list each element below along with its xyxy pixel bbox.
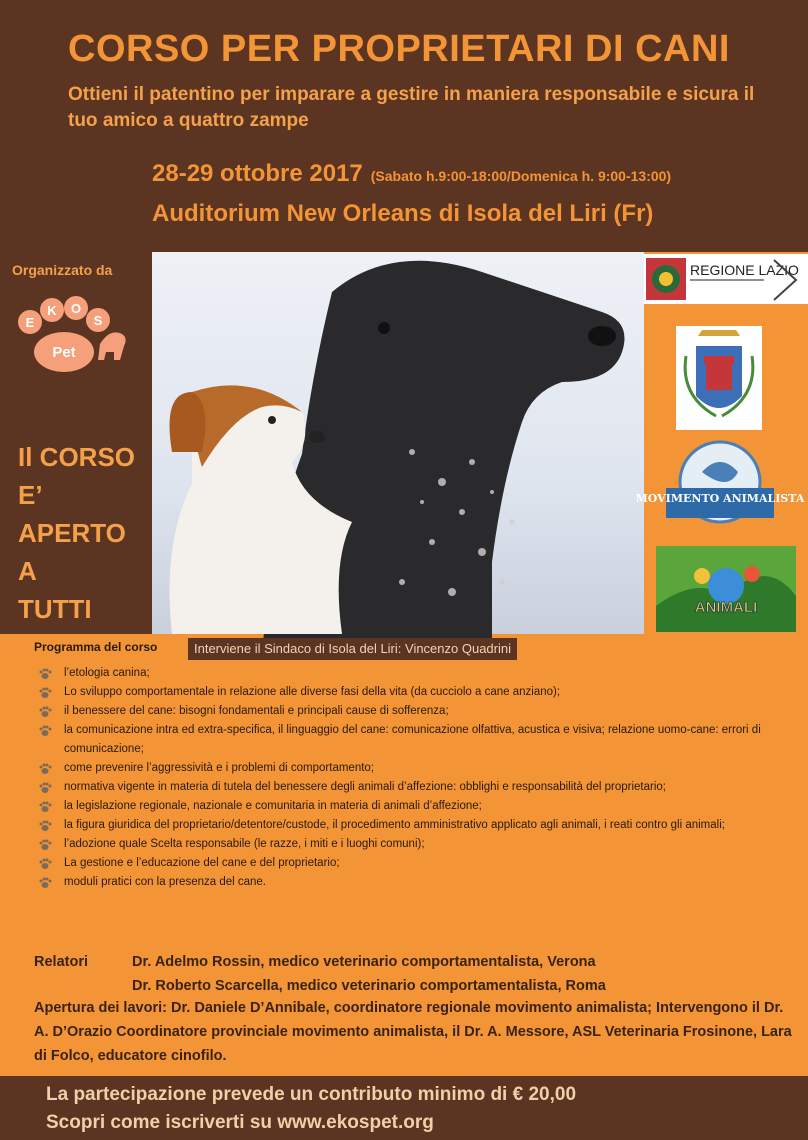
- topic-text: la legislazione regionale, nazionale e comunitaria in materia di animali d’affezione;: [64, 800, 482, 812]
- open-to-all-text: [18, 438, 135, 628]
- regione-lazio-logo: [644, 254, 808, 304]
- paw-icon: [38, 838, 52, 852]
- list-item: [38, 873, 778, 892]
- topic-text: l’etologia canina;: [64, 667, 150, 679]
- paw-icon: [38, 781, 52, 795]
- paw-icon: [38, 686, 52, 700]
- list-item: [38, 797, 778, 816]
- list-item: [38, 702, 778, 721]
- speakers-list: [132, 950, 606, 998]
- movimento-animalista-text: MOVIMENTO ANIMALISTA: [635, 492, 805, 505]
- svg-text:S: S: [93, 313, 103, 328]
- paw-icon: [38, 705, 52, 719]
- paw-icon: [38, 876, 52, 890]
- aperto-line: APERTO: [18, 518, 126, 548]
- page-title: CORSO PER PROPRIETARI DI CANI: [68, 28, 730, 70]
- event-hours: (Sabato h.9:00-18:00/Domenica h. 9:00-13:00): [370, 168, 672, 184]
- svg-text:E: E: [25, 315, 35, 330]
- speakers-section: [34, 950, 606, 998]
- list-item: [38, 778, 778, 797]
- speaker-item: Dr. Adelmo Rossin, medico veterinario comportamentalista, Verona: [132, 954, 596, 970]
- program-topics: [38, 664, 778, 892]
- paw-icon: [38, 724, 52, 738]
- left-sidebar: [0, 252, 152, 634]
- signup-text[interactable]: Scopri come iscriverti su www.ekospet.org: [46, 1112, 434, 1133]
- animali-logo: [656, 546, 796, 632]
- list-item: [38, 854, 778, 873]
- topic-text: normativa vigente in materia di tutela del benessere degli animali d’affezione: obblighi e responsabilità del proprietario;: [64, 781, 666, 793]
- list-item: [38, 721, 778, 759]
- svg-text:K: K: [47, 303, 57, 318]
- list-item: [38, 759, 778, 778]
- speaker-item: Dr. Roberto Scarcella, medico veterinario comportamentalista, Roma: [132, 978, 606, 994]
- svg-text:O: O: [70, 301, 82, 316]
- fee-text: La partecipazione prevede un contributo minimo di € 20,00: [46, 1084, 577, 1105]
- paw-icon: [38, 819, 52, 833]
- topic-text: La gestione e l’educazione del cane e del proprietario;: [64, 857, 340, 869]
- movimento-animalista-logo: [635, 442, 805, 532]
- mayor-banner: Interviene il Sindaco di Isola del Liri: Vincenzo Quadrini: [188, 638, 517, 660]
- sponsors-column: [635, 252, 808, 634]
- paw-icon: [38, 667, 52, 681]
- paw-icon: [38, 762, 52, 776]
- topic-text: il benessere del cane: bisogni fondamentali e principali cause di sofferenza;: [64, 705, 449, 717]
- aperto-line: E’: [18, 480, 43, 510]
- event-venue: Auditorium New Orleans di Isola del Liri (Fr): [152, 200, 654, 227]
- header-banner: [0, 0, 808, 252]
- regione-lazio-text: REGIONE LAZIO: [690, 262, 799, 278]
- dogs-illustration: [152, 252, 644, 634]
- event-date-text: 28-29 ottobre 2017: [152, 160, 363, 187]
- list-item: [38, 835, 778, 854]
- ekos-pet-logo: [8, 286, 136, 376]
- list-item: [38, 816, 778, 835]
- animali-text: ANIMALI: [694, 599, 758, 616]
- paw-icon: [38, 800, 52, 814]
- comune-crest-logo: [676, 326, 762, 430]
- svg-text:Pet: Pet: [52, 344, 76, 361]
- page-subtitle: Ottieni il patentino per imparare a gestire in maniera responsabile e sicura il tuo amico a quattro zampe: [68, 84, 755, 131]
- topic-text: l’adozione quale Scelta responsabile (le razze, i miti e i luoghi comuni);: [64, 838, 425, 850]
- aperto-line: Il CORSO: [18, 442, 136, 472]
- event-date: [152, 160, 671, 188]
- topic-text: moduli pratici con la presenza del cane.: [64, 876, 267, 888]
- topic-text: la comunicazione intra ed extra-specifica, il linguaggio del cane: comunicazione olfattiva, acustica e visiva; relazione uomo-cane: errori di comunicazione;: [64, 724, 761, 755]
- aperto-line: TUTTI: [18, 594, 92, 624]
- topic-text: la figura giuridica del proprietario/detentore/custode, il procedimento amministrativo applicato agli animali, i reati contro gli animali;: [64, 819, 725, 831]
- footer-banner: [0, 1076, 808, 1140]
- aperto-line: A: [18, 556, 37, 586]
- organizer-label: Organizzato da: [12, 262, 113, 278]
- paw-icon: [38, 857, 52, 871]
- list-item: [38, 683, 778, 702]
- topic-text: Lo sviluppo comportamentale in relazione alle diverse fasi della vita (da cucciolo a cane anziano);: [64, 686, 561, 698]
- opening-text: Apertura dei lavori: Dr. Daniele D’Annibale, coordinatore regionale movimento animalista; Intervengono il Dr. A. D’Orazio Coordinatore provinciale movimento animalista, il Dr. A. Messore, ASL Veterinaria Frosinone, Lara di Folco, educatore cinofilo.: [34, 1000, 792, 1064]
- speakers-label: Relatori: [34, 954, 88, 970]
- program-heading: Programma del corso: [34, 640, 158, 654]
- topic-text: come prevenire l’aggressività e i problemi di comportamento;: [64, 762, 375, 774]
- dogs-photo: [152, 252, 644, 634]
- list-item: [38, 664, 778, 683]
